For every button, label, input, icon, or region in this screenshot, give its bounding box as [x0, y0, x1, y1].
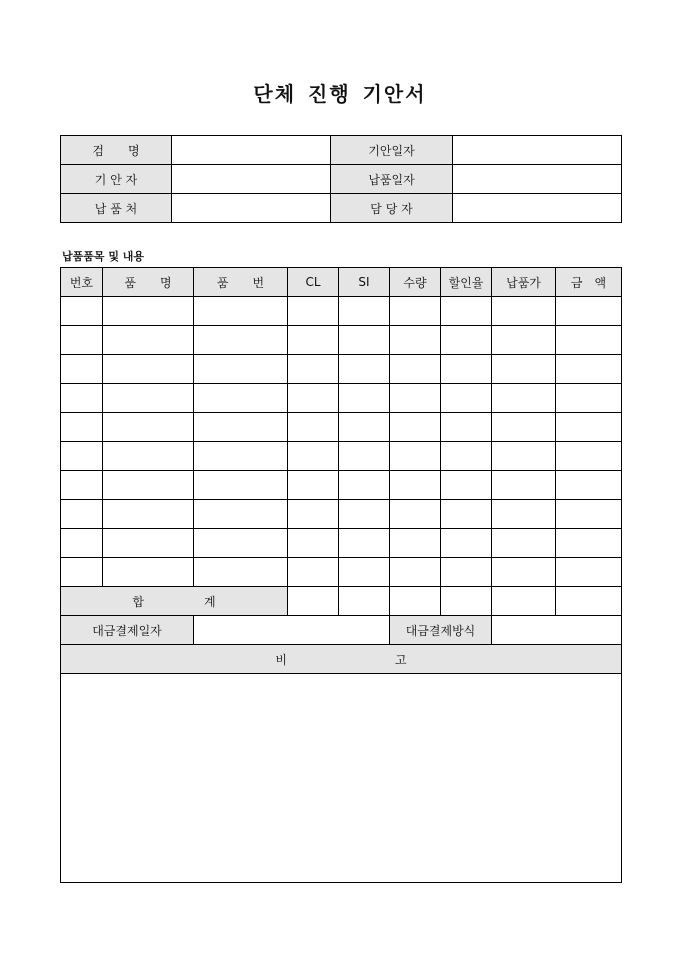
- item-code-cell[interactable]: [194, 471, 288, 500]
- total-label: 합 계: [61, 587, 288, 616]
- table-row: [61, 355, 622, 384]
- quantity-cell[interactable]: [390, 384, 441, 413]
- discount-rate-cell[interactable]: [441, 297, 492, 326]
- delivery-date-field[interactable]: [453, 165, 622, 194]
- amount-cell[interactable]: [556, 297, 622, 326]
- si-cell[interactable]: [339, 558, 390, 587]
- item-name-cell[interactable]: [103, 500, 194, 529]
- drafter-label: 기 안 자: [61, 165, 172, 194]
- item-code-cell[interactable]: [194, 384, 288, 413]
- discount-rate-cell[interactable]: [441, 326, 492, 355]
- delivery-price-cell[interactable]: [492, 326, 556, 355]
- amount-cell[interactable]: [556, 413, 622, 442]
- total-amount-cell[interactable]: [556, 587, 622, 616]
- number-cell[interactable]: [61, 471, 103, 500]
- amount-cell[interactable]: [556, 355, 622, 384]
- delivery-place-field[interactable]: [172, 194, 331, 223]
- items-section-title: 납품품목 및 내용: [62, 250, 145, 263]
- amount-cell[interactable]: [556, 326, 622, 355]
- table-row: [61, 471, 622, 500]
- quantity-cell[interactable]: [390, 471, 441, 500]
- info-row-drafter: [61, 165, 622, 194]
- discount-rate-cell[interactable]: [441, 413, 492, 442]
- cl-cell[interactable]: [288, 471, 339, 500]
- item-name-cell[interactable]: [103, 355, 194, 384]
- remarks-row: [61, 674, 622, 883]
- draft-date-label: 기안일자: [331, 136, 453, 165]
- manager-label: 담 당 자: [331, 194, 453, 223]
- subject-field[interactable]: [172, 136, 331, 165]
- manager-field[interactable]: [453, 194, 622, 223]
- header-delivery-price: 납품가: [492, 268, 556, 297]
- cl-cell[interactable]: [288, 355, 339, 384]
- quantity-cell[interactable]: [390, 326, 441, 355]
- header-quantity: 수량: [390, 268, 441, 297]
- discount-rate-cell[interactable]: [441, 558, 492, 587]
- number-cell[interactable]: [61, 500, 103, 529]
- table-row: [61, 326, 622, 355]
- item-code-cell[interactable]: [194, 355, 288, 384]
- item-code-cell[interactable]: [194, 558, 288, 587]
- delivery-price-cell[interactable]: [492, 471, 556, 500]
- cl-cell[interactable]: [288, 326, 339, 355]
- si-cell[interactable]: [339, 384, 390, 413]
- quantity-cell[interactable]: [390, 500, 441, 529]
- draft-date-field[interactable]: [453, 136, 622, 165]
- discount-rate-cell[interactable]: [441, 384, 492, 413]
- quantity-cell[interactable]: [390, 297, 441, 326]
- items-header-row: [61, 268, 622, 297]
- number-cell[interactable]: [61, 326, 103, 355]
- delivery-price-cell[interactable]: [492, 529, 556, 558]
- delivery-price-cell[interactable]: [492, 297, 556, 326]
- quantity-cell[interactable]: [390, 442, 441, 471]
- info-table: [60, 135, 622, 223]
- table-row: [61, 529, 622, 558]
- remarks-field[interactable]: [61, 674, 622, 883]
- delivery-place-label: 납 품 처: [61, 194, 172, 223]
- header-item-name: 품 명: [103, 268, 194, 297]
- header-cl: CL: [288, 268, 339, 297]
- cl-cell[interactable]: [288, 413, 339, 442]
- delivery-price-cell[interactable]: [492, 384, 556, 413]
- amount-cell[interactable]: [556, 384, 622, 413]
- quantity-cell[interactable]: [390, 355, 441, 384]
- si-cell[interactable]: [339, 297, 390, 326]
- total-price-cell[interactable]: [492, 587, 556, 616]
- item-code-cell[interactable]: [194, 500, 288, 529]
- payment-method-field[interactable]: [492, 616, 622, 645]
- delivery-date-label: 납품일자: [331, 165, 453, 194]
- si-cell[interactable]: [339, 471, 390, 500]
- cl-cell[interactable]: [288, 384, 339, 413]
- delivery-price-cell[interactable]: [492, 413, 556, 442]
- total-row: [61, 587, 622, 616]
- item-code-cell[interactable]: [194, 297, 288, 326]
- item-name-cell[interactable]: [103, 558, 194, 587]
- table-row: [61, 413, 622, 442]
- discount-rate-cell[interactable]: [441, 355, 492, 384]
- number-cell[interactable]: [61, 384, 103, 413]
- info-row-delivery-place: [61, 194, 622, 223]
- quantity-cell[interactable]: [390, 558, 441, 587]
- discount-rate-cell[interactable]: [441, 442, 492, 471]
- cl-cell[interactable]: [288, 297, 339, 326]
- si-cell[interactable]: [339, 442, 390, 471]
- header-si: SI: [339, 268, 390, 297]
- discount-rate-cell[interactable]: [441, 500, 492, 529]
- quantity-cell[interactable]: [390, 413, 441, 442]
- subject-label: 검 명: [61, 136, 172, 165]
- amount-cell[interactable]: [556, 558, 622, 587]
- amount-cell[interactable]: [556, 529, 622, 558]
- number-cell[interactable]: [61, 297, 103, 326]
- items-table: [60, 267, 622, 883]
- item-code-cell[interactable]: [194, 442, 288, 471]
- total-cl-cell[interactable]: [288, 587, 339, 616]
- remarks-header-row: [61, 645, 622, 674]
- number-cell[interactable]: [61, 529, 103, 558]
- header-item-code: 품 번: [194, 268, 288, 297]
- item-name-cell[interactable]: [103, 326, 194, 355]
- si-cell[interactable]: [339, 500, 390, 529]
- info-row-subject: [61, 136, 622, 165]
- discount-rate-cell[interactable]: [441, 529, 492, 558]
- quantity-cell[interactable]: [390, 529, 441, 558]
- header-amount: 금 액: [556, 268, 622, 297]
- header-number: 번호: [61, 268, 103, 297]
- table-row: [61, 297, 622, 326]
- item-name-cell[interactable]: [103, 413, 194, 442]
- remarks-label: 비 고: [61, 645, 622, 674]
- item-name-cell[interactable]: [103, 442, 194, 471]
- delivery-price-cell[interactable]: [492, 442, 556, 471]
- payment-date-field[interactable]: [194, 616, 390, 645]
- discount-rate-cell[interactable]: [441, 471, 492, 500]
- header-discount-rate: 할인율: [441, 268, 492, 297]
- amount-cell[interactable]: [556, 500, 622, 529]
- number-cell[interactable]: [61, 355, 103, 384]
- cl-cell[interactable]: [288, 529, 339, 558]
- si-cell[interactable]: [339, 326, 390, 355]
- amount-cell[interactable]: [556, 442, 622, 471]
- table-row: [61, 500, 622, 529]
- payment-row: [61, 616, 622, 645]
- table-row: [61, 558, 622, 587]
- si-cell[interactable]: [339, 529, 390, 558]
- document-title: 단체 진행 기안서: [253, 82, 427, 106]
- total-quantity-cell[interactable]: [390, 587, 441, 616]
- number-cell[interactable]: [61, 413, 103, 442]
- item-name-cell[interactable]: [103, 384, 194, 413]
- delivery-price-cell[interactable]: [492, 558, 556, 587]
- item-code-cell[interactable]: [194, 529, 288, 558]
- cl-cell[interactable]: [288, 442, 339, 471]
- item-code-cell[interactable]: [194, 326, 288, 355]
- item-name-cell[interactable]: [103, 297, 194, 326]
- delivery-price-cell[interactable]: [492, 355, 556, 384]
- delivery-price-cell[interactable]: [492, 500, 556, 529]
- number-cell[interactable]: [61, 442, 103, 471]
- table-row: [61, 384, 622, 413]
- amount-cell[interactable]: [556, 471, 622, 500]
- number-cell[interactable]: [61, 558, 103, 587]
- table-row: [61, 442, 622, 471]
- payment-date-label: 대금결제일자: [61, 616, 194, 645]
- total-discount-cell[interactable]: [441, 587, 492, 616]
- drafter-field[interactable]: [172, 165, 331, 194]
- item-code-cell[interactable]: [194, 413, 288, 442]
- item-name-cell[interactable]: [103, 471, 194, 500]
- item-name-cell[interactable]: [103, 529, 194, 558]
- cl-cell[interactable]: [288, 500, 339, 529]
- si-cell[interactable]: [339, 413, 390, 442]
- payment-method-label: 대금결제방식: [390, 616, 492, 645]
- si-cell[interactable]: [339, 355, 390, 384]
- cl-cell[interactable]: [288, 558, 339, 587]
- total-si-cell[interactable]: [339, 587, 390, 616]
